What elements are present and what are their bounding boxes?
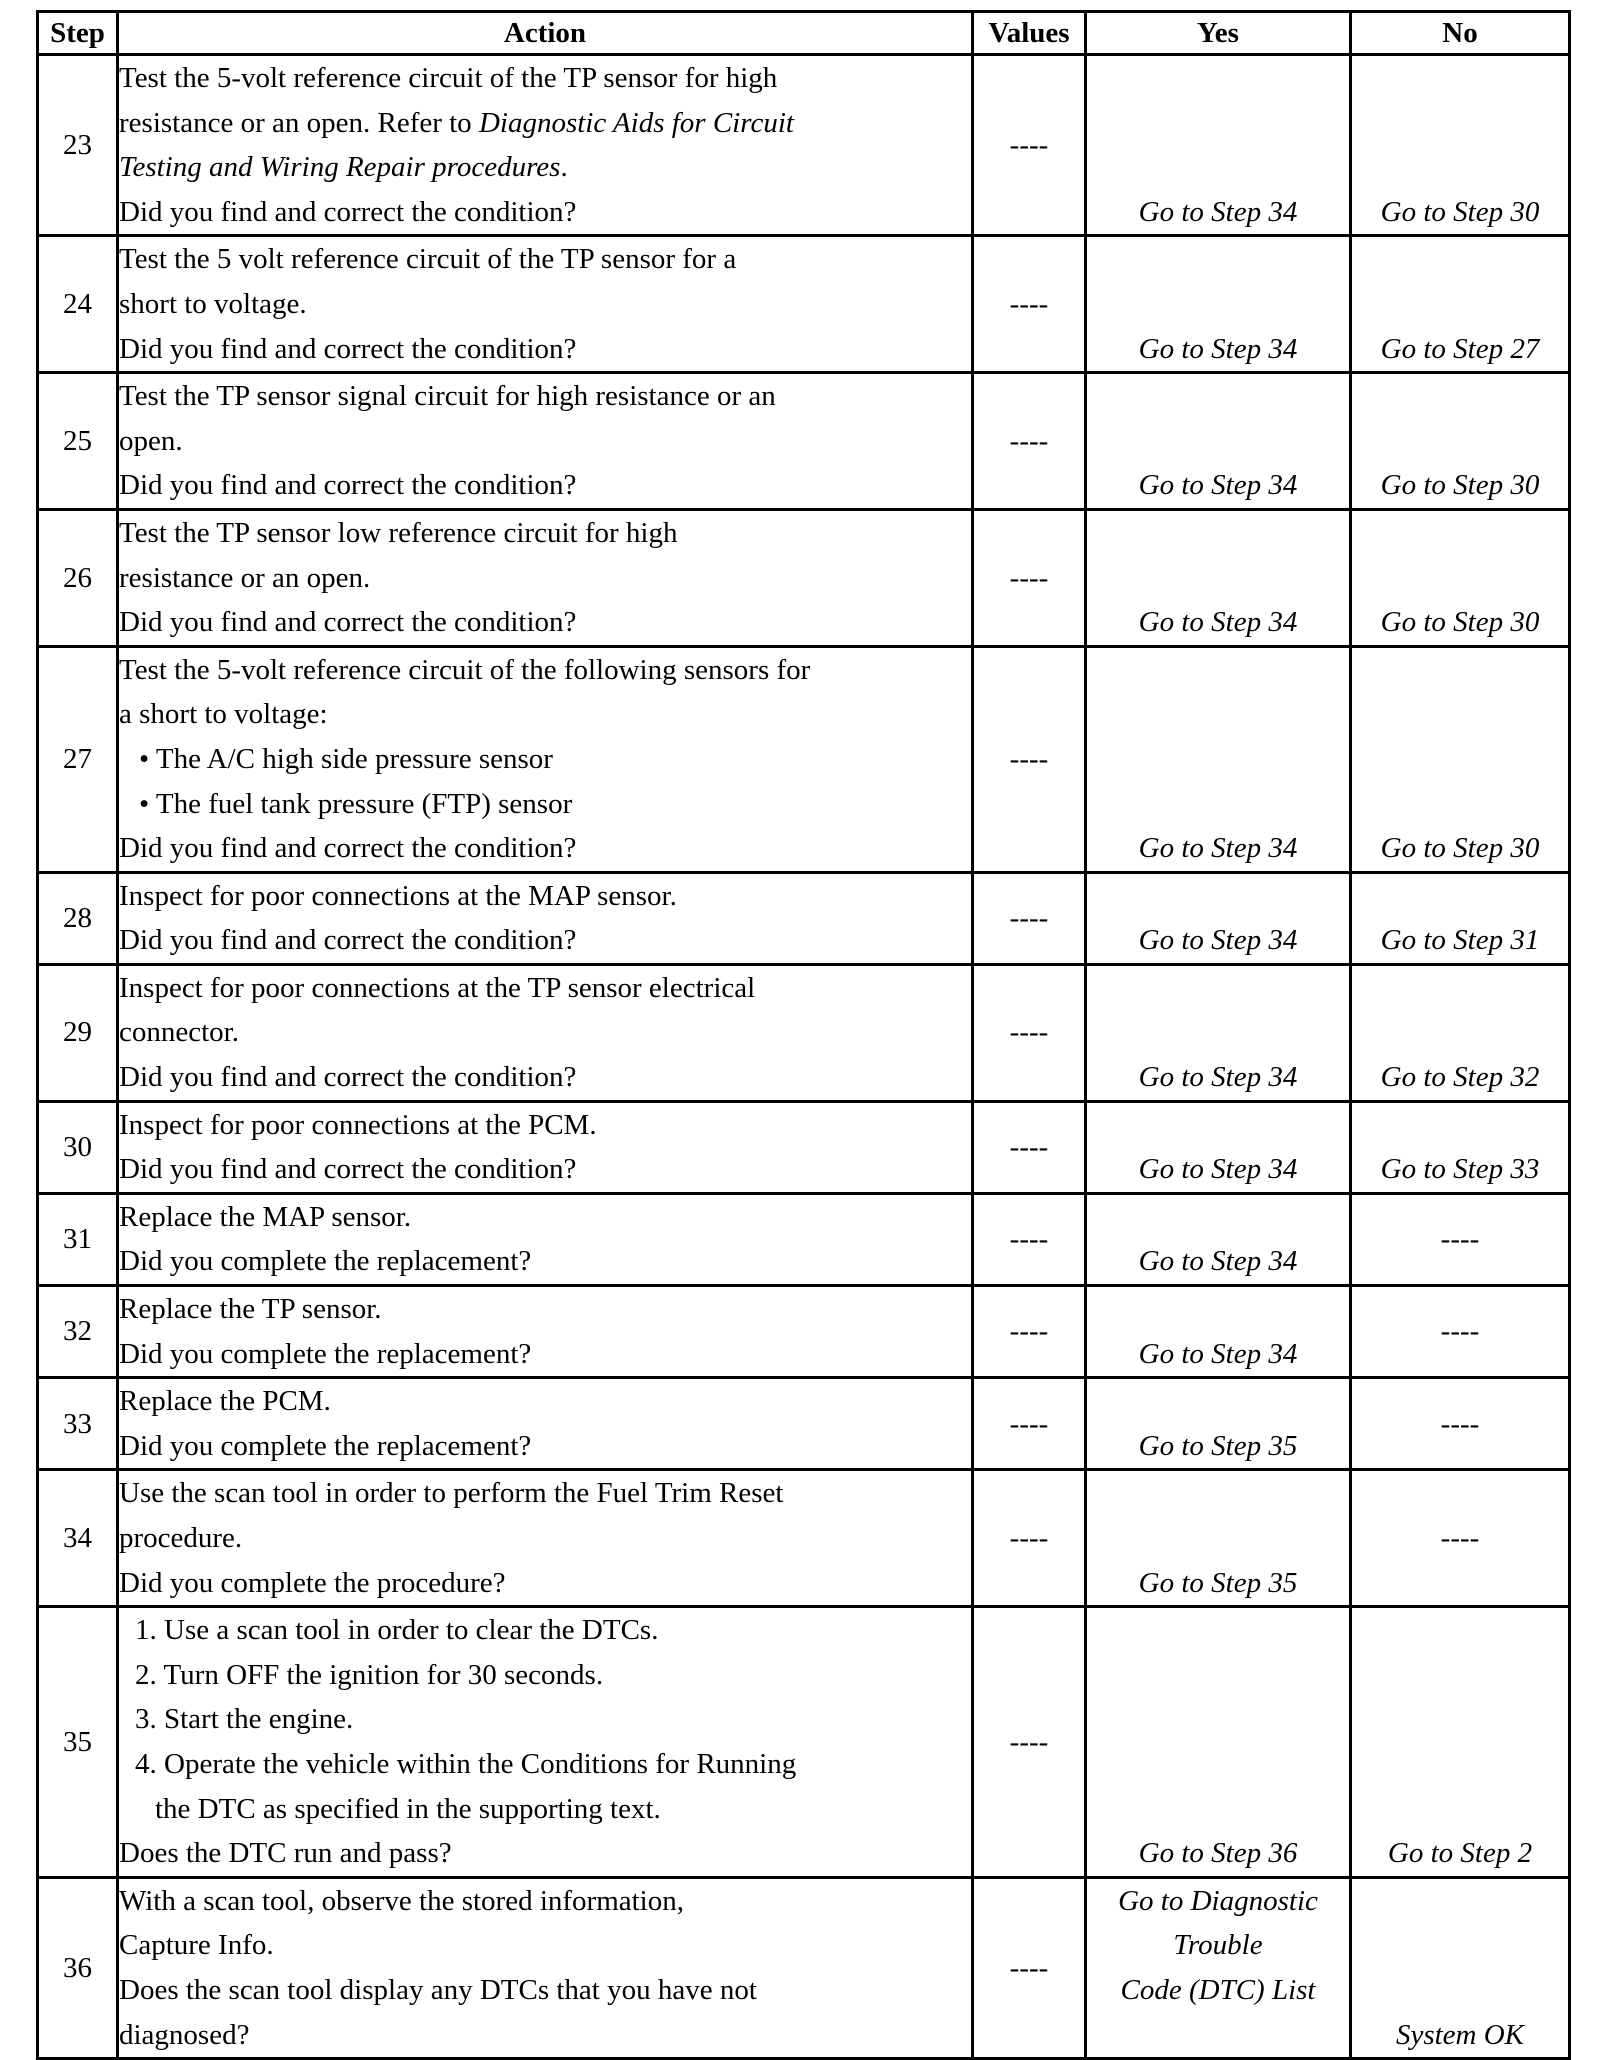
step-number: 24 [38,236,118,373]
action-line: connector. [119,1016,239,1049]
numbered-item: 3. Start the engine. [135,1703,354,1736]
action-question: Did you find and correct the condition? [119,832,577,865]
table-row [38,1286,1570,1378]
no-cell[interactable]: Go to Step 27 [1351,236,1570,373]
yes-cell[interactable]: Go to Step 35 [1086,1470,1351,1607]
action-cell [118,373,973,510]
header-step: Step [38,12,118,55]
header-row [38,12,1570,55]
action-line: short to voltage. [119,287,307,320]
step-number: 36 [38,1877,118,2058]
values-cell: ---- [973,1470,1086,1607]
action-cell [118,964,973,1101]
step-number: 31 [38,1193,118,1285]
table-row [38,872,1570,964]
table-row [38,1193,1570,1285]
action-line: Capture Info. [119,1929,274,1962]
action-cell [118,646,973,872]
diagnostic-table [36,10,1571,2060]
step-number: 35 [38,1607,118,1878]
reference-link[interactable]: Diagnostic Aids for Circuit [478,106,794,139]
action-cell [118,1101,973,1193]
action-line: Test the 5 volt reference circuit of the TP sensor for a [119,243,737,276]
yes-cell[interactable]: Go to Step 34 [1086,509,1351,646]
action-question: Did you complete the replacement? [119,1337,532,1370]
no-cell: ---- [1351,1286,1570,1378]
action-question: diagnosed? [119,2018,250,2051]
action-cell [118,1470,973,1607]
step-number: 30 [38,1101,118,1193]
yes-line: Code (DTC) List [1120,1973,1316,2006]
action-question: Did you find and correct the condition? [119,469,577,502]
values-cell: ---- [973,964,1086,1101]
step-number: 28 [38,872,118,964]
yes-cell[interactable]: Go to Step 34 [1086,1101,1351,1193]
values-cell: ---- [973,236,1086,373]
action-line: Inspect for poor connections at the MAP sensor. [119,879,677,912]
action-line: Test the TP sensor low reference circuit for high [119,516,678,549]
values-cell: ---- [973,373,1086,510]
no-cell: ---- [1351,1193,1570,1285]
numbered-item: 4. Operate the vehicle within the Conditions for Running [135,1747,797,1780]
values-cell: ---- [973,1877,1086,2058]
table-row [38,236,1570,373]
step-number: 33 [38,1378,118,1470]
header-action: Action [118,12,973,55]
no-cell[interactable]: Go to Step 33 [1351,1101,1570,1193]
no-cell[interactable]: Go to Step 30 [1351,509,1570,646]
action-cell [118,1378,973,1470]
header-values: Values [973,12,1086,55]
action-cell [118,509,973,646]
no-cell[interactable]: Go to Step 31 [1351,872,1570,964]
yes-cell[interactable]: Go to Step 34 [1086,1286,1351,1378]
step-number: 29 [38,964,118,1101]
action-question: Does the DTC run and pass? [119,1837,452,1870]
action-question: Did you complete the replacement? [119,1429,532,1462]
table-row [38,373,1570,510]
action-question: Did you find and correct the condition? [119,195,577,228]
no-cell[interactable]: Go to Step 30 [1351,55,1570,236]
no-cell[interactable]: System OK [1351,1877,1570,2058]
yes-cell[interactable]: Go to Step 34 [1086,373,1351,510]
header-no: No [1351,12,1570,55]
yes-cell[interactable]: Go to Step 34 [1086,236,1351,373]
action-question: Did you find and correct the condition? [119,1061,577,1094]
action-cell [118,1877,973,2058]
table-row [38,509,1570,646]
step-number: 23 [38,55,118,236]
table-row [38,1470,1570,1607]
yes-cell[interactable]: Go to Step 34 [1086,55,1351,236]
yes-cell[interactable]: Go to Step 35 [1086,1378,1351,1470]
table-row [38,55,1570,236]
numbered-item: 1. Use a scan tool in order to clear the DTCs. [135,1614,659,1647]
action-line: Use the scan tool in order to perform the Fuel Trim Reset [119,1477,784,1510]
table-row [38,1101,1570,1193]
action-line: Inspect for poor connections at the TP sensor electrical [119,971,756,1004]
yes-cell[interactable]: Go to Step 36 [1086,1607,1351,1878]
action-cell [118,872,973,964]
table-row [38,646,1570,872]
no-cell[interactable]: Go to Step 30 [1351,373,1570,510]
no-cell[interactable]: Go to Step 32 [1351,964,1570,1101]
values-cell: ---- [973,872,1086,964]
yes-cell[interactable]: Go to Step 34 [1086,872,1351,964]
action-line: Testing and Wiring Repair procedures. [119,151,568,184]
action-line: Test the 5-volt reference circuit of the TP sensor for high [119,62,778,94]
bullet-item: • The A/C high side pressure sensor [139,742,553,775]
values-cell: ---- [973,1286,1086,1378]
action-line: resistance or an open. [119,561,371,594]
action-line: Test the 5-volt reference circuit of the following sensors for [119,653,811,686]
action-line: Replace the TP sensor. [119,1293,382,1326]
action-question: Did you find and correct the condition? [119,1153,577,1186]
values-cell: ---- [973,55,1086,236]
action-line: Replace the MAP sensor. [119,1200,412,1233]
action-line: open. [119,424,183,457]
action-line: procedure. [119,1522,243,1554]
action-line: resistance or an open. Refer to Diagnostic Aids for Circuit [119,106,794,139]
table-row [38,1378,1570,1470]
bullet-item: • The fuel tank pressure (FTP) sensor [139,787,573,820]
header-yes: Yes [1086,12,1351,55]
action-cell [118,1286,973,1378]
action-line: Does the scan tool display any DTCs that you have not [119,1973,757,2006]
values-cell: ---- [973,1607,1086,1878]
action-question: Did you find and correct the condition? [119,924,577,957]
step-number: 34 [38,1470,118,1607]
values-cell: ---- [973,646,1086,872]
action-question: Did you find and correct the condition? [119,606,577,639]
yes-cell[interactable]: Go to Step 34 [1086,1193,1351,1285]
action-cell [118,1607,973,1878]
action-question: Did you find and correct the condition? [119,332,577,365]
step-number: 26 [38,509,118,646]
values-cell: ---- [973,1378,1086,1470]
reference-link[interactable]: Testing and Wiring Repair procedures [119,151,561,184]
numbered-item: 2. Turn OFF the ignition for 30 seconds. [135,1658,604,1691]
yes-cell[interactable]: Go to Step 34 [1086,646,1351,872]
values-cell: ---- [973,509,1086,646]
action-line: Replace the PCM. [119,1385,331,1418]
table-row [38,1877,1570,2058]
yes-line: Trouble [1173,1929,1263,1962]
numbered-item-continuation: the DTC as specified in the supporting text. [155,1792,661,1825]
yes-cell[interactable] [1086,1877,1351,2058]
action-cell [118,236,973,373]
values-cell: ---- [973,1101,1086,1193]
step-number: 25 [38,373,118,510]
table-row [38,964,1570,1101]
table-row [38,1607,1570,1878]
action-line: a short to voltage: [119,698,328,731]
action-line: Test the TP sensor signal circuit for high resistance or an [119,380,776,413]
action-line: With a scan tool, observe the stored information, [119,1884,684,1917]
step-number: 32 [38,1286,118,1378]
yes-line: Go to Diagnostic [1118,1884,1318,1917]
action-question: Did you complete the replacement? [119,1245,532,1278]
step-number: 27 [38,646,118,872]
action-line: Inspect for poor connections at the PCM. [119,1108,597,1141]
action-cell [118,1193,973,1285]
no-cell: ---- [1351,1378,1570,1470]
yes-cell[interactable]: Go to Step 34 [1086,964,1351,1101]
no-cell[interactable]: Go to Step 2 [1351,1607,1570,1878]
values-cell: ---- [973,1193,1086,1285]
no-cell: ---- [1351,1470,1570,1607]
no-cell[interactable]: Go to Step 30 [1351,646,1570,872]
action-cell [118,55,973,236]
action-question: Did you complete the procedure? [119,1566,506,1599]
